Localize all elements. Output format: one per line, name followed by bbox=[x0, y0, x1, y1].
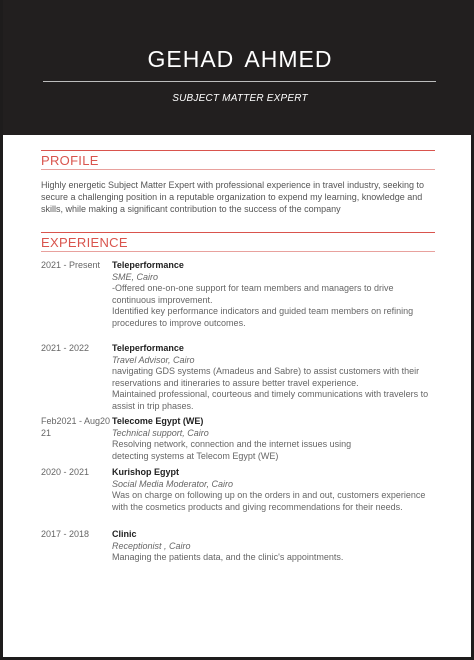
entry-body bbox=[112, 416, 437, 462]
entry-company: Telecome Egypt (WE) bbox=[112, 416, 204, 426]
entry-role: Travel Advisor, Cairo bbox=[112, 354, 195, 365]
entry-date: 2021 - Present bbox=[41, 260, 101, 270]
profile-summary: Highly energetic Subject Matter Expert with professional experience in travel industry, seeking to secure a challenging position in a reputable organization to expend my learning, knowledge and skills, while making a significant contribution to the success of the company bbox=[41, 180, 425, 214]
entry-date: Feb2021 - Aug2021 bbox=[41, 416, 111, 438]
entry-role: Technical support, Cairo bbox=[112, 427, 209, 438]
experience-heading: EXPERIENCE bbox=[41, 235, 128, 250]
experience-rule-bottom bbox=[41, 251, 435, 252]
entry-company: Teleperformance bbox=[112, 343, 184, 353]
experience-rule-top bbox=[41, 232, 435, 233]
entry-role: SME, Cairo bbox=[112, 271, 159, 282]
entry-date: 2021 - 2022 bbox=[41, 343, 90, 353]
profile-rule-top bbox=[41, 150, 435, 151]
entry-description: navigating GDS systems (Amadeus and Sabre) to assist customers with their reservations and itineraries to assure better travel experience. Maintained professional, courteous and timely communications with travelers to assist in trip phases. bbox=[112, 366, 429, 411]
header-banner bbox=[3, 0, 474, 135]
entry-description: Managing the patients data, and the clinic's appointments. bbox=[112, 552, 344, 562]
entry-company: Teleperformance bbox=[112, 260, 184, 270]
entry-role: Receptionist , Cairo bbox=[112, 540, 191, 551]
candidate-name: GEHAD AHMED bbox=[147, 46, 333, 72]
entry-date: 2017 - 2018 bbox=[41, 529, 90, 539]
entry-company: Clinic bbox=[112, 529, 137, 539]
profile-rule-bottom bbox=[41, 169, 435, 170]
entry-role: Social Media Moderator, Cairo bbox=[112, 478, 234, 489]
entry-date: 2020 - 2021 bbox=[41, 467, 90, 477]
entry-body bbox=[112, 529, 437, 564]
job-title: SUBJECT MATTER EXPERT bbox=[172, 93, 308, 104]
entry-description: -Offered one-on-one support for team members and managers to drive continuous improvement. Identified key performance indicators and guided team members on refining procedures to improve outcomes. bbox=[112, 283, 414, 328]
header-divider bbox=[43, 81, 436, 82]
profile-heading: PROFILE bbox=[41, 153, 99, 168]
entry-description: Was on charge on following up on the orders in and out, customers experience with the cosmetics products and giving recommendations for their needs. bbox=[112, 490, 426, 512]
entry-description: Resolving network, connection and the internet issues using detecting systems at Telecom Egypt (WE) bbox=[112, 439, 352, 461]
entry-body bbox=[112, 343, 437, 412]
entry-body bbox=[112, 467, 437, 513]
entry-company: Kurishop Egypt bbox=[112, 467, 179, 477]
entry-body bbox=[112, 260, 437, 329]
